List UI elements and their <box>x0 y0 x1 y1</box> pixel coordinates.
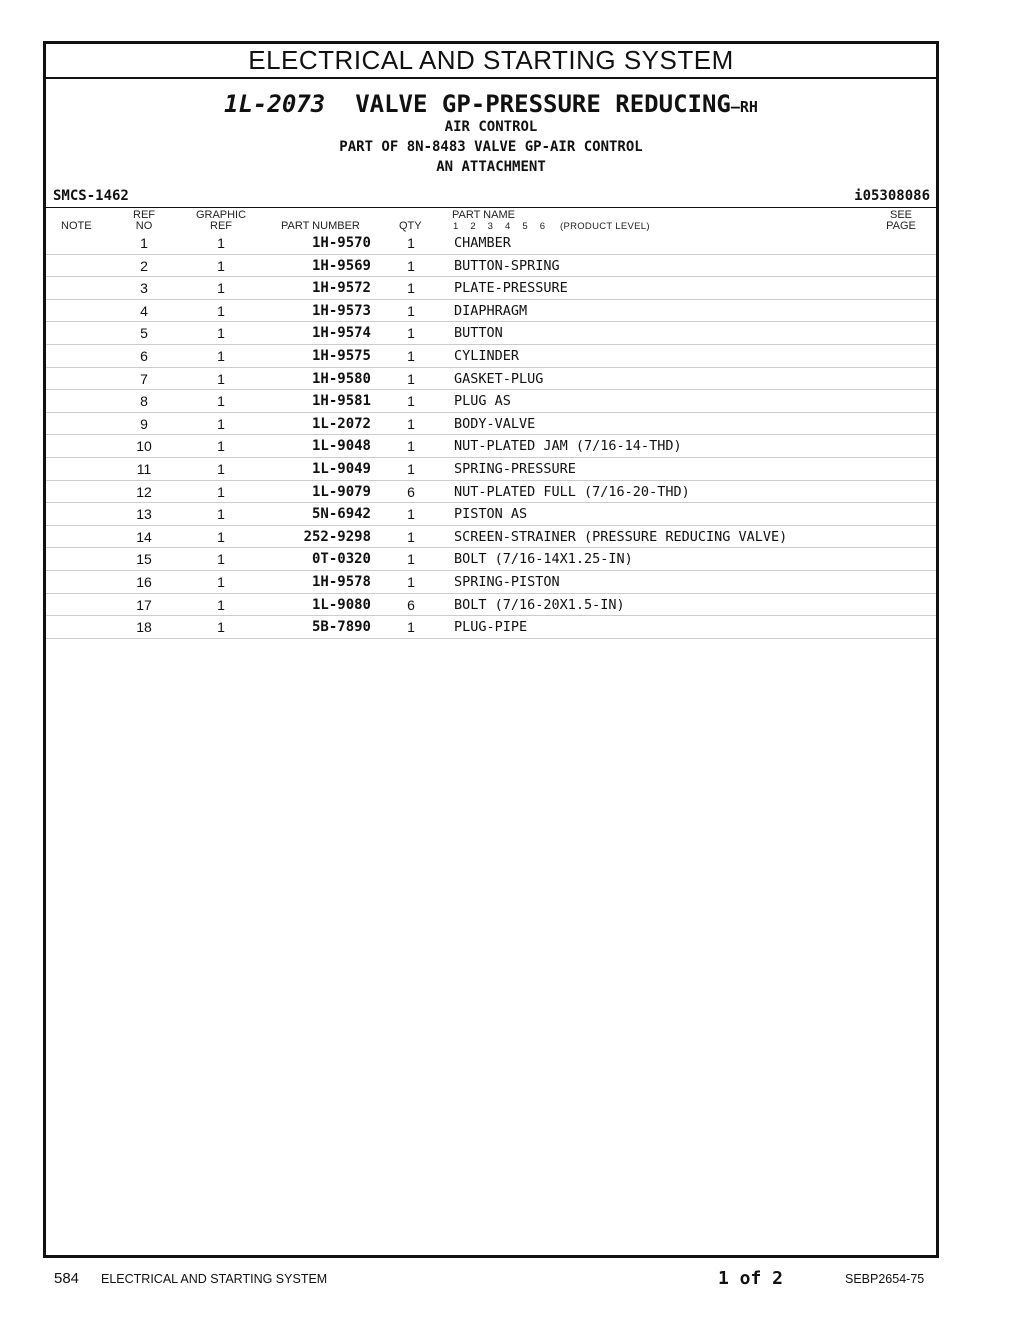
col-see-top: SEE <box>889 209 912 221</box>
part-name: NUT-PLATED JAM (7/16-14-THD) <box>454 438 682 455</box>
table-row <box>46 435 936 458</box>
part-name: BODY-VALVE <box>454 415 536 432</box>
ref-no: 10 <box>136 438 152 455</box>
qty: 1 <box>407 280 415 297</box>
table-row <box>46 390 936 413</box>
ref-no: 6 <box>140 347 148 364</box>
ref-no: 15 <box>136 551 152 568</box>
column-header <box>46 208 936 232</box>
part-number-title: 1L-2073 <box>224 90 326 118</box>
part-number: 0T-0320 <box>311 551 371 568</box>
ref-no: 7 <box>140 370 148 387</box>
col-ref-top: REF <box>133 209 155 221</box>
part-name: PISTON AS <box>454 506 528 523</box>
table-row <box>46 571 936 594</box>
qty: 1 <box>407 347 415 364</box>
table-row <box>46 300 936 323</box>
page-frame <box>43 41 939 1258</box>
graphic-ref: 1 <box>217 257 225 274</box>
part-name: CHAMBER <box>454 235 511 251</box>
part-name: BOLT (7/16-20X1.5-IN) <box>454 596 625 613</box>
part-number: 1H-9578 <box>311 573 371 590</box>
part-number: 5N-6942 <box>311 506 371 523</box>
part-number: 1H-9574 <box>311 325 371 342</box>
table-row <box>46 548 936 571</box>
part-title <box>46 91 936 117</box>
ref-no: 17 <box>136 596 152 613</box>
part-name: SPRING-PISTON <box>454 573 560 590</box>
part-number: 5B-7890 <box>311 619 371 636</box>
part-name-title: VALVE GP-PRESSURE REDUCING <box>355 90 731 118</box>
table-row <box>46 481 936 504</box>
graphic-ref: 1 <box>217 573 225 590</box>
part-name: PLUG-PIPE <box>454 619 528 636</box>
table-row <box>46 345 936 368</box>
col-ref-bottom: NO <box>135 220 153 232</box>
part-name: BOLT (7/16-14X1.25-IN) <box>454 551 633 568</box>
ref-no: 14 <box>136 528 152 545</box>
table-row <box>46 458 936 481</box>
graphic-ref: 1 <box>217 619 225 636</box>
ref-no: 13 <box>136 506 152 523</box>
col-qty: QTY <box>399 220 422 232</box>
part-number: 1L-9079 <box>311 483 371 500</box>
qty: 1 <box>407 528 415 545</box>
ref-no: 9 <box>140 415 148 432</box>
part-number: 1L-9049 <box>311 460 371 477</box>
ref-no: 16 <box>136 573 152 590</box>
part-subtitle-line: AIR CONTROL <box>444 119 538 135</box>
ref-no: 11 <box>136 460 152 477</box>
ref-no: 4 <box>140 302 148 319</box>
table-row <box>46 277 936 300</box>
table-row <box>46 594 936 617</box>
part-name: NUT-PLATED FULL (7/16-20-THD) <box>454 483 690 500</box>
part-name: DIAPHRAGM <box>454 302 528 319</box>
col-product-levels: 1 2 3 4 5 6 (PRODUCT LEVEL) <box>453 221 650 232</box>
part-subtitle-line: AN ATTACHMENT <box>436 159 546 175</box>
part-number: 1L-9048 <box>311 438 371 455</box>
ref-no: 18 <box>136 619 152 636</box>
qty: 1 <box>407 257 415 274</box>
part-name: SPRING-PRESSURE <box>454 460 576 477</box>
pagination: 1 of 2 <box>718 1268 784 1289</box>
part-number: 252-9298 <box>303 528 371 545</box>
part-number: 1H-9572 <box>311 280 371 297</box>
ref-no: 5 <box>140 325 148 342</box>
part-name: BUTTON-SPRING <box>454 257 560 274</box>
footer-section: ELECTRICAL AND STARTING SYSTEM <box>101 1272 328 1286</box>
part-name: CYLINDER <box>454 347 520 364</box>
graphic-ref: 1 <box>217 596 225 613</box>
part-number: 1L-9080 <box>311 596 371 613</box>
part-suffix: —RH <box>730 98 758 116</box>
qty: 1 <box>407 302 415 319</box>
table-row <box>46 616 936 639</box>
page-number: 584 <box>54 1270 80 1287</box>
table-row <box>46 322 936 345</box>
qty: 1 <box>407 415 415 432</box>
qty: 6 <box>407 483 415 500</box>
page-footer <box>0 1268 1020 1292</box>
qty: 1 <box>407 370 415 387</box>
table-row <box>46 368 936 391</box>
qty: 1 <box>407 438 415 455</box>
graphic-ref: 1 <box>217 325 225 342</box>
qty: 1 <box>407 619 415 636</box>
table-row <box>46 503 936 526</box>
qty: 1 <box>407 393 415 410</box>
col-graphic-top: GRAPHIC <box>195 209 247 221</box>
qty: 6 <box>407 596 415 613</box>
ref-no: 3 <box>140 280 148 297</box>
graphic-ref: 1 <box>217 235 225 251</box>
graphic-ref: 1 <box>217 551 225 568</box>
part-name: SCREEN-STRAINER (PRESSURE REDUCING VALVE) <box>454 528 788 545</box>
col-note: NOTE <box>61 220 92 232</box>
ref-no: 12 <box>136 483 152 500</box>
part-number: 1L-2072 <box>311 415 371 432</box>
graphic-ref: 1 <box>217 393 225 410</box>
part-name: BUTTON <box>454 325 503 342</box>
part-number: 1H-9573 <box>311 302 371 319</box>
qty: 1 <box>407 325 415 342</box>
ref-no: 2 <box>140 257 148 274</box>
qty: 1 <box>407 573 415 590</box>
smcs-row <box>46 185 936 208</box>
illustration-id: i05308086 <box>854 188 930 204</box>
table-row <box>46 255 936 278</box>
part-number: 1H-9581 <box>311 393 371 410</box>
col-part-name: PART NAME <box>452 209 515 221</box>
smcs-code: SMCS-1462 <box>53 188 129 204</box>
graphic-ref: 1 <box>217 302 225 319</box>
document-id: SEBP2654-75 <box>845 1272 925 1286</box>
part-name: PLUG AS <box>454 393 511 410</box>
part-subtitle-line: PART OF 8N-8483 VALVE GP-AIR CONTROL <box>339 139 643 155</box>
ref-no: 8 <box>140 393 148 410</box>
graphic-ref: 1 <box>217 438 225 455</box>
table-row <box>46 413 936 436</box>
qty: 1 <box>407 551 415 568</box>
graphic-ref: 1 <box>217 483 225 500</box>
part-name: GASKET-PLUG <box>454 370 544 387</box>
table-row <box>46 232 936 255</box>
ref-no: 1 <box>140 235 148 251</box>
qty: 1 <box>407 235 415 251</box>
part-number: 1H-9569 <box>311 257 371 274</box>
part-number: 1H-9570 <box>311 235 371 251</box>
col-part-number: PART NUMBER <box>281 220 360 232</box>
part-number: 1H-9575 <box>311 347 371 364</box>
table-row <box>46 526 936 549</box>
qty: 1 <box>407 506 415 523</box>
col-graphic-bottom: REF <box>210 220 232 232</box>
graphic-ref: 1 <box>217 506 225 523</box>
graphic-ref: 1 <box>217 280 225 297</box>
graphic-ref: 1 <box>217 460 225 477</box>
graphic-ref: 1 <box>217 415 225 432</box>
col-see-bottom: PAGE <box>886 220 916 232</box>
graphic-ref: 1 <box>217 528 225 545</box>
graphic-ref: 1 <box>217 370 225 387</box>
graphic-ref: 1 <box>217 347 225 364</box>
parts-table <box>46 232 936 639</box>
part-name: PLATE-PRESSURE <box>454 280 568 297</box>
qty: 1 <box>407 460 415 477</box>
section-title: ELECTRICAL AND STARTING SYSTEM <box>46 44 936 79</box>
part-number: 1H-9580 <box>311 370 371 387</box>
